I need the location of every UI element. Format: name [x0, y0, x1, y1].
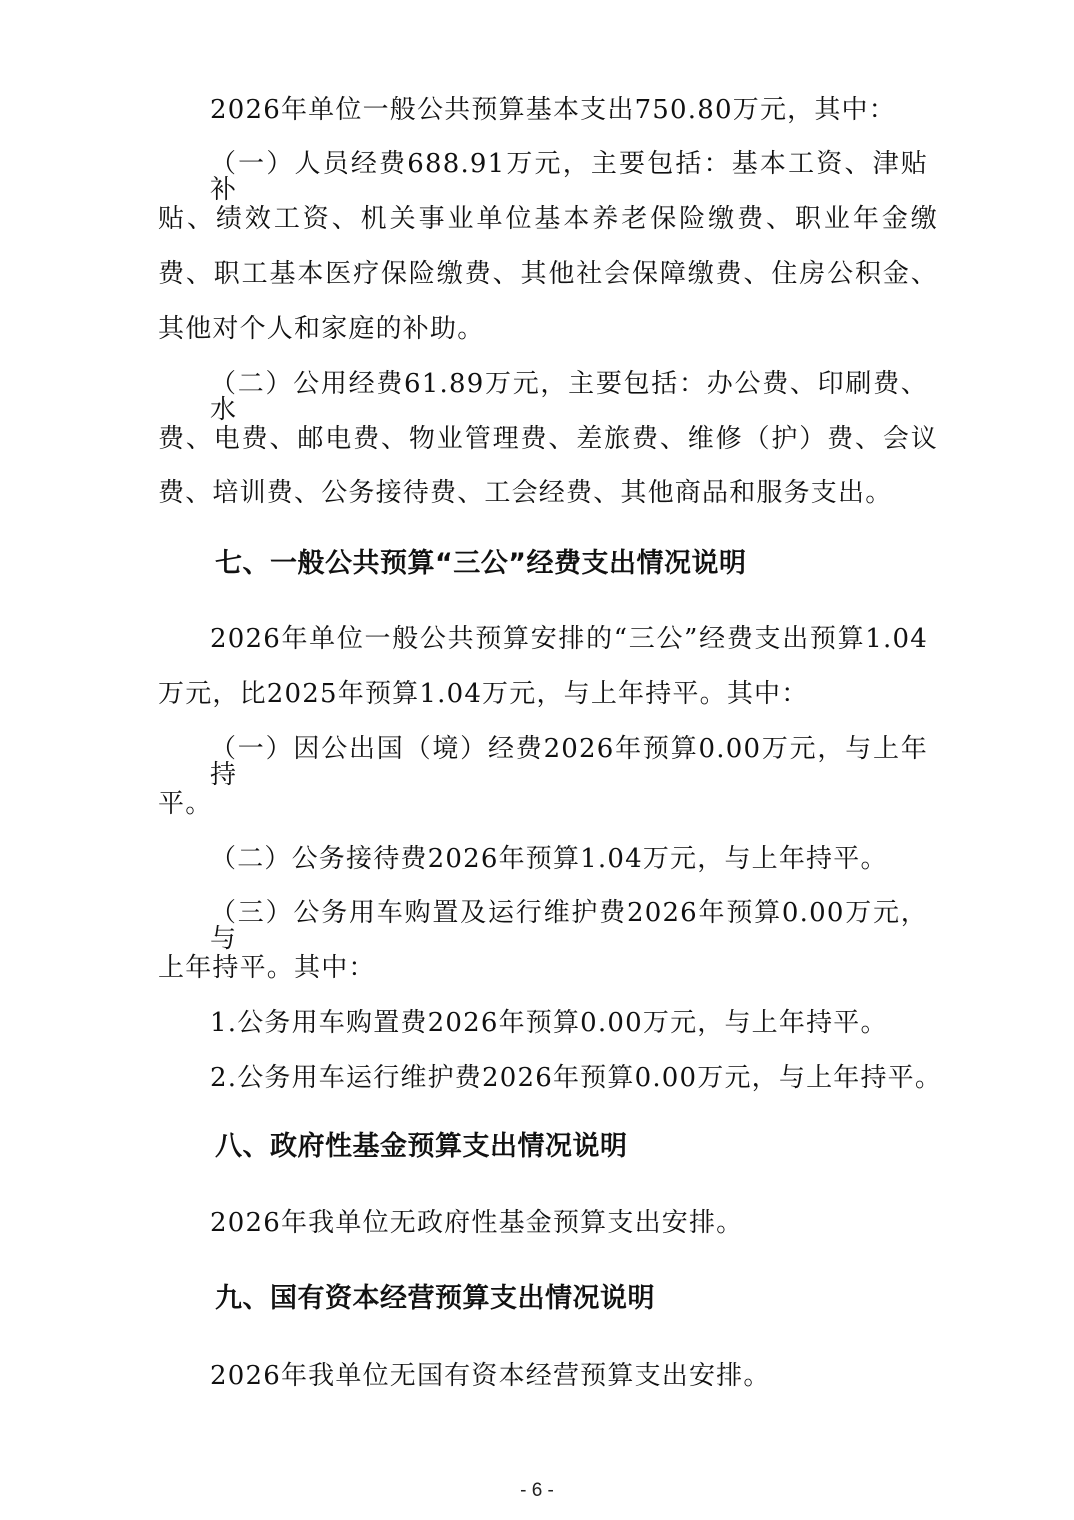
- overseas-expense-line: 平。: [158, 789, 213, 819]
- public-expense-line: 费、电费、邮电费、物业管理费、差旅费、维修（护）费、会议: [158, 424, 938, 454]
- vehicle-expense-line: （三）公务用车购置及运行维护费2026年预算0.00万元，与: [210, 898, 928, 954]
- personnel-expense-line: 费、职工基本医疗保险缴费、其他社会保障缴费、住房公积金、: [158, 259, 938, 289]
- overseas-expense-line: （一）因公出国（境）经费2026年预算0.00万元，与上年持: [210, 734, 928, 790]
- section-heading-government-fund: 八、政府性基金预算支出情况说明: [215, 1131, 628, 1162]
- page-number: - 6 -: [520, 1480, 554, 1501]
- state-capital-body: 2026年我单位无国有资本经营预算支出安排。: [210, 1361, 771, 1391]
- three-public-summary-line: 万元，比2025年预算1.04万元，与上年持平。其中：: [158, 679, 809, 709]
- vehicle-expense-line: 上年持平。其中：: [158, 953, 376, 983]
- vehicle-maintenance-line: 2.公务用车运行维护费2026年预算0.00万元，与上年持平。: [210, 1063, 943, 1093]
- section-heading-three-public-expenses: 七、一般公共预算“三公”经费支出情况说明: [215, 548, 747, 579]
- public-expense-line: （二）公用经费61.89万元，主要包括：办公费、印刷费、水: [210, 369, 928, 425]
- section-heading-state-capital: 九、国有资本经营预算支出情况说明: [215, 1283, 655, 1314]
- three-public-summary-line: 2026年单位一般公共预算安排的“三公”经费支出预算1.04: [210, 624, 928, 654]
- basic-expenditure-intro: 2026年单位一般公共预算基本支出750.80万元，其中：: [210, 95, 896, 125]
- reception-expense-line: （二）公务接待费2026年预算1.04万元，与上年持平。: [210, 844, 888, 874]
- personnel-expense-line: （一）人员经费688.91万元，主要包括：基本工资、津贴补: [210, 149, 928, 205]
- government-fund-body: 2026年我单位无政府性基金预算支出安排。: [210, 1208, 744, 1238]
- personnel-expense-line: 其他对个人和家庭的补助。: [158, 314, 485, 344]
- personnel-expense-line: 贴、绩效工资、机关事业单位基本养老保险缴费、职业年金缴: [158, 204, 938, 234]
- vehicle-purchase-line: 1.公务用车购置费2026年预算0.00万元，与上年持平。: [210, 1008, 888, 1038]
- public-expense-line: 费、培训费、公务接待费、工会经费、其他商品和服务支出。: [158, 478, 893, 508]
